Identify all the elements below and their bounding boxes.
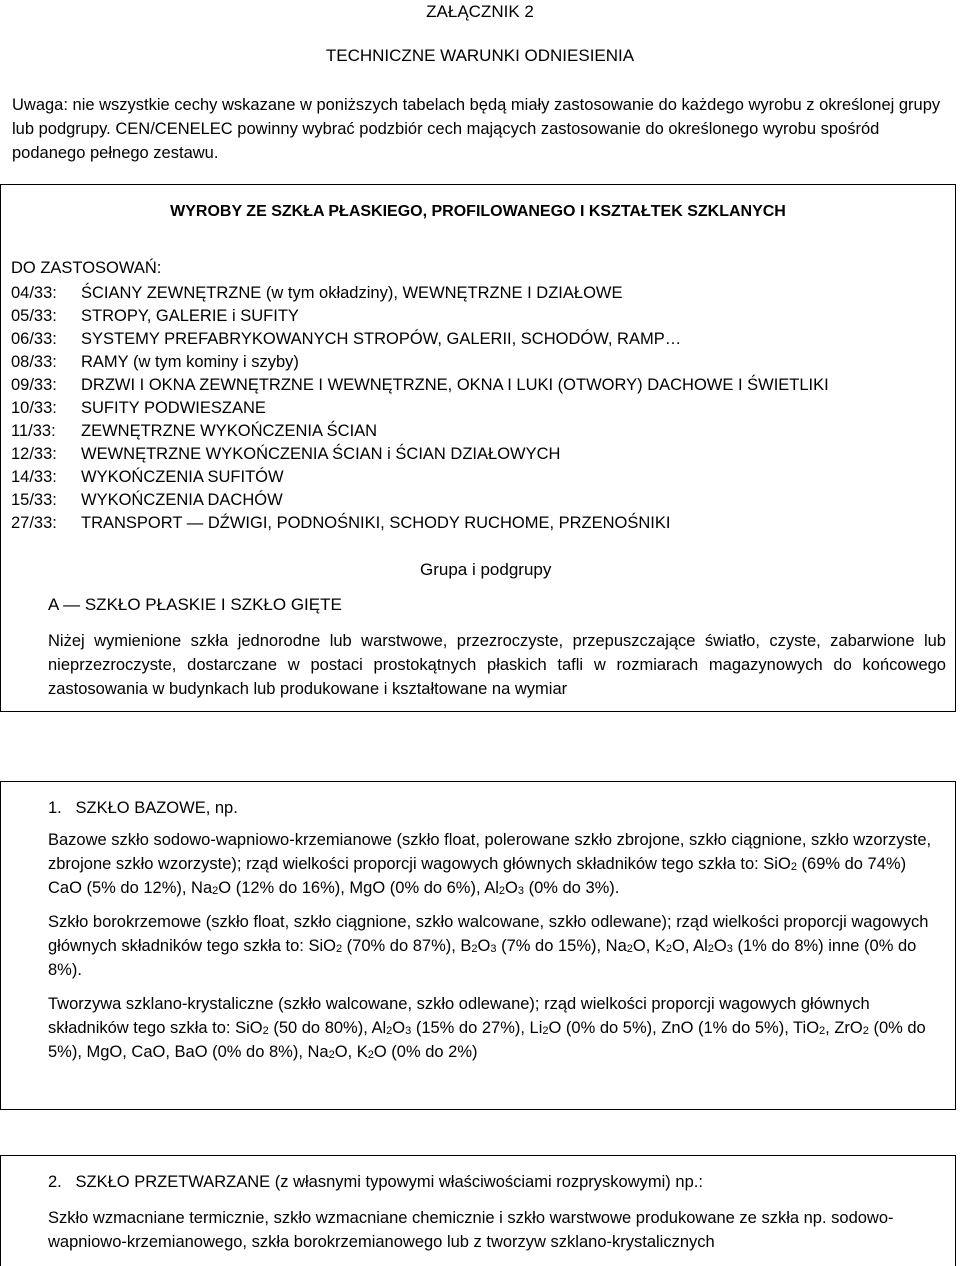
application-text: RAMY (w tym kominy i szyby) — [81, 353, 299, 371]
section-a-title: A — SZKŁO PŁASKIE I SZKŁO GIĘTE — [48, 595, 342, 614]
application-row — [11, 351, 829, 374]
application-code: 06/33: — [11, 330, 57, 348]
subscript: 2 — [626, 943, 633, 955]
section-a-description: Niżej wymienione szkła jednorodne lub warstwowe, przezroczyste, przepuszczające światło, czyste, zabarwione lub nieprzezroczyste, dostarczane w postaci prostokątnych płaskich tafli w rozmiarach magazynowych do końcowego zastosowania w budynkach lub produkowane i kształtowane na wymiar — [48, 632, 946, 698]
subscript: 2 — [707, 943, 714, 955]
application-text: WEWNĘTRZNE WYKOŃCZENIA ŚCIAN i ŚCIAN DZIAŁOWYCH — [81, 445, 561, 463]
processed-glass-heading: 2. SZKŁO PRZETWARZANE (z własnymi typowymi właściwościami rozpryskowymi) np.: — [48, 1173, 703, 1191]
application-code: 08/33: — [11, 353, 57, 371]
text-run: O (0% do 5%), ZnO (1% do 5%), TiO — [548, 1019, 820, 1037]
application-code: 14/33: — [11, 468, 57, 486]
text-run: (0% do 5%), MgO, CaO, BaO (0% do 8%), Na — [48, 1019, 926, 1061]
application-text: TRANSPORT — DŹWIGI, PODNOŚNIKI, SCHODY RUCHOME, PRZENOŚNIKI — [81, 514, 671, 532]
application-text: DRZWI I OKNA ZEWNĘTRZNE I WEWNĘTRZNE, OKNA I LUKI (OTWORY) DACHOWE I ŚWIETLIKI — [81, 376, 829, 394]
subscript: 2 — [367, 1049, 374, 1061]
text-run: O, K — [334, 1043, 368, 1061]
subscript: 2 — [386, 1025, 393, 1037]
application-code: 09/33: — [11, 376, 57, 394]
application-text: STROPY, GALERIE i SUFITY — [81, 307, 299, 325]
soda-lime-paragraph — [48, 828, 943, 900]
application-row — [11, 443, 829, 466]
text-run: O (12% do 16%), MgO (0% do 6%), Al — [218, 879, 499, 897]
product-family-title: WYROBY ZE SZKŁA PŁASKIEGO, PROFILOWANEGO I KSZTAŁTEK SZKLANYCH — [170, 203, 786, 220]
application-row — [11, 282, 829, 305]
applications-list — [11, 282, 829, 535]
application-text: ŚCIANY ZEWNĘTRZNE (w tym okładziny), WEWNĘTRZNE I DZIAŁOWE — [81, 284, 623, 302]
text-run: (15% do 27%), Li — [411, 1019, 543, 1037]
text-run: Szkło borokrzemowe (szkło float, szkło ciągnione, szkło walcowane, szkło odlewane); rząd wielkości proporcji wagowych głównych składników tego szkła to: SiO — [48, 913, 929, 955]
application-code: 04/33: — [11, 284, 57, 302]
text-run: O (0% do 2%) — [373, 1043, 478, 1061]
product-family-box — [0, 184, 956, 712]
application-text: WYKOŃCZENIA SUFITÓW — [81, 468, 284, 486]
processed-glass-paragraph: Szkło wzmacniane termicznie, szkło wzmacniane chemicznie i szkło warstwowe produkowane ze szkła np. sodowo-wapniowo-krzemianowego, szkła borokrzemianowego lub z tworzyw szklano-krystalicznych — [48, 1209, 894, 1251]
application-text: ZEWNĘTRZNE WYKOŃCZENIA ŚCIAN — [81, 422, 378, 440]
subscript: 2 — [212, 885, 219, 897]
text-run: O — [477, 937, 491, 955]
application-code: 27/33: — [11, 514, 57, 532]
subscript: 3 — [405, 1025, 412, 1037]
borosilicate-paragraph — [48, 910, 943, 982]
text-run: (50 do 80%), Al — [268, 1019, 387, 1037]
document-subtitle: TECHNICZNE WARUNKI ODNIESIENIA — [325, 46, 635, 65]
text-run: O — [713, 937, 727, 955]
subscript: 2 — [262, 1025, 269, 1037]
text-run: (69% do 74%) CaO (5% do 12%), Na — [48, 855, 907, 897]
subscript: 2 — [335, 943, 343, 955]
application-text: SYSTEMY PREFABRYKOWANYCH STROPÓW, GALERII, SCHODÓW, RAMP… — [81, 330, 682, 348]
application-code: 05/33: — [11, 307, 57, 325]
text-run: O, K — [632, 937, 666, 955]
text-run: (0% do 3%). — [524, 879, 620, 897]
glass-ceramic-paragraph — [48, 992, 943, 1064]
subscript: 2 — [665, 943, 673, 955]
text-run: (1% do 8%) inne (0% do 8%). — [48, 937, 917, 979]
text-run: , ZrO — [825, 1019, 863, 1037]
application-row — [11, 466, 829, 489]
subscript: 3 — [490, 943, 497, 955]
application-row — [11, 420, 829, 443]
text-run: (7% do 15%), Na — [496, 937, 627, 955]
subscript: 2 — [328, 1049, 335, 1061]
subscript: 2 — [542, 1025, 549, 1037]
text-run: Bazowe szkło sodowo-wapniowo-krzemianowe (szkło float, polerowane szkło zbrojone, szkło ciągnione, szkło wzorzyste, zbrojone szkło wzorzyste); rząd wielkości proporcji wagowych głównych składników tego szkła to: SiO — [48, 831, 932, 873]
application-row — [11, 512, 829, 535]
text-run: O — [505, 879, 518, 897]
subscript: 2 — [819, 1025, 826, 1037]
subscript: 2 — [498, 885, 506, 897]
group-label: Grupa i podgrupy — [420, 560, 552, 579]
application-code: 12/33: — [11, 445, 57, 463]
application-text: WYKOŃCZENIA DACHÓW — [81, 491, 283, 509]
subscript: 3 — [726, 943, 733, 955]
application-row — [11, 397, 829, 420]
annex-title: ZAŁĄCZNIK 2 — [426, 2, 534, 21]
application-code: 10/33: — [11, 399, 57, 417]
application-row — [11, 305, 829, 328]
subscript: 2 — [790, 861, 797, 873]
text-run: (70% do 87%), B — [342, 937, 472, 955]
base-glass-box — [0, 781, 956, 1110]
text-run: O — [392, 1019, 406, 1037]
processed-glass-box — [0, 1155, 956, 1266]
application-row — [11, 489, 829, 512]
application-code: 15/33: — [11, 491, 57, 509]
application-text: SUFITY PODWIESZANE — [81, 399, 266, 417]
application-code: 11/33: — [11, 422, 56, 440]
text-run: O, Al — [672, 937, 708, 955]
subscript: 3 — [517, 885, 524, 897]
application-row — [11, 328, 829, 351]
subscript: 2 — [471, 943, 478, 955]
applications-heading: DO ZASTOSOWAŃ: — [11, 259, 162, 277]
text-run: Tworzywa szklano-krystaliczne (szkło walcowane, szkło odlewane); rząd wielkości proporcji wagowych głównych składników tego szkła to: SiO — [48, 995, 870, 1037]
application-row — [11, 374, 829, 397]
scope-note: Uwaga: nie wszystkie cechy wskazane w poniższych tabelach będą miały zastosowanie do każdego wyrobu z określonej grupy lub podgrupy. CEN/CENELEC powinny wybrać podzbiór cech mających zastosowanie do określonego wyrobu spośród podanego pełnego zestawu. — [12, 96, 941, 162]
base-glass-heading: 1. SZKŁO BAZOWE, np. — [48, 799, 238, 817]
subscript: 2 — [862, 1025, 869, 1037]
